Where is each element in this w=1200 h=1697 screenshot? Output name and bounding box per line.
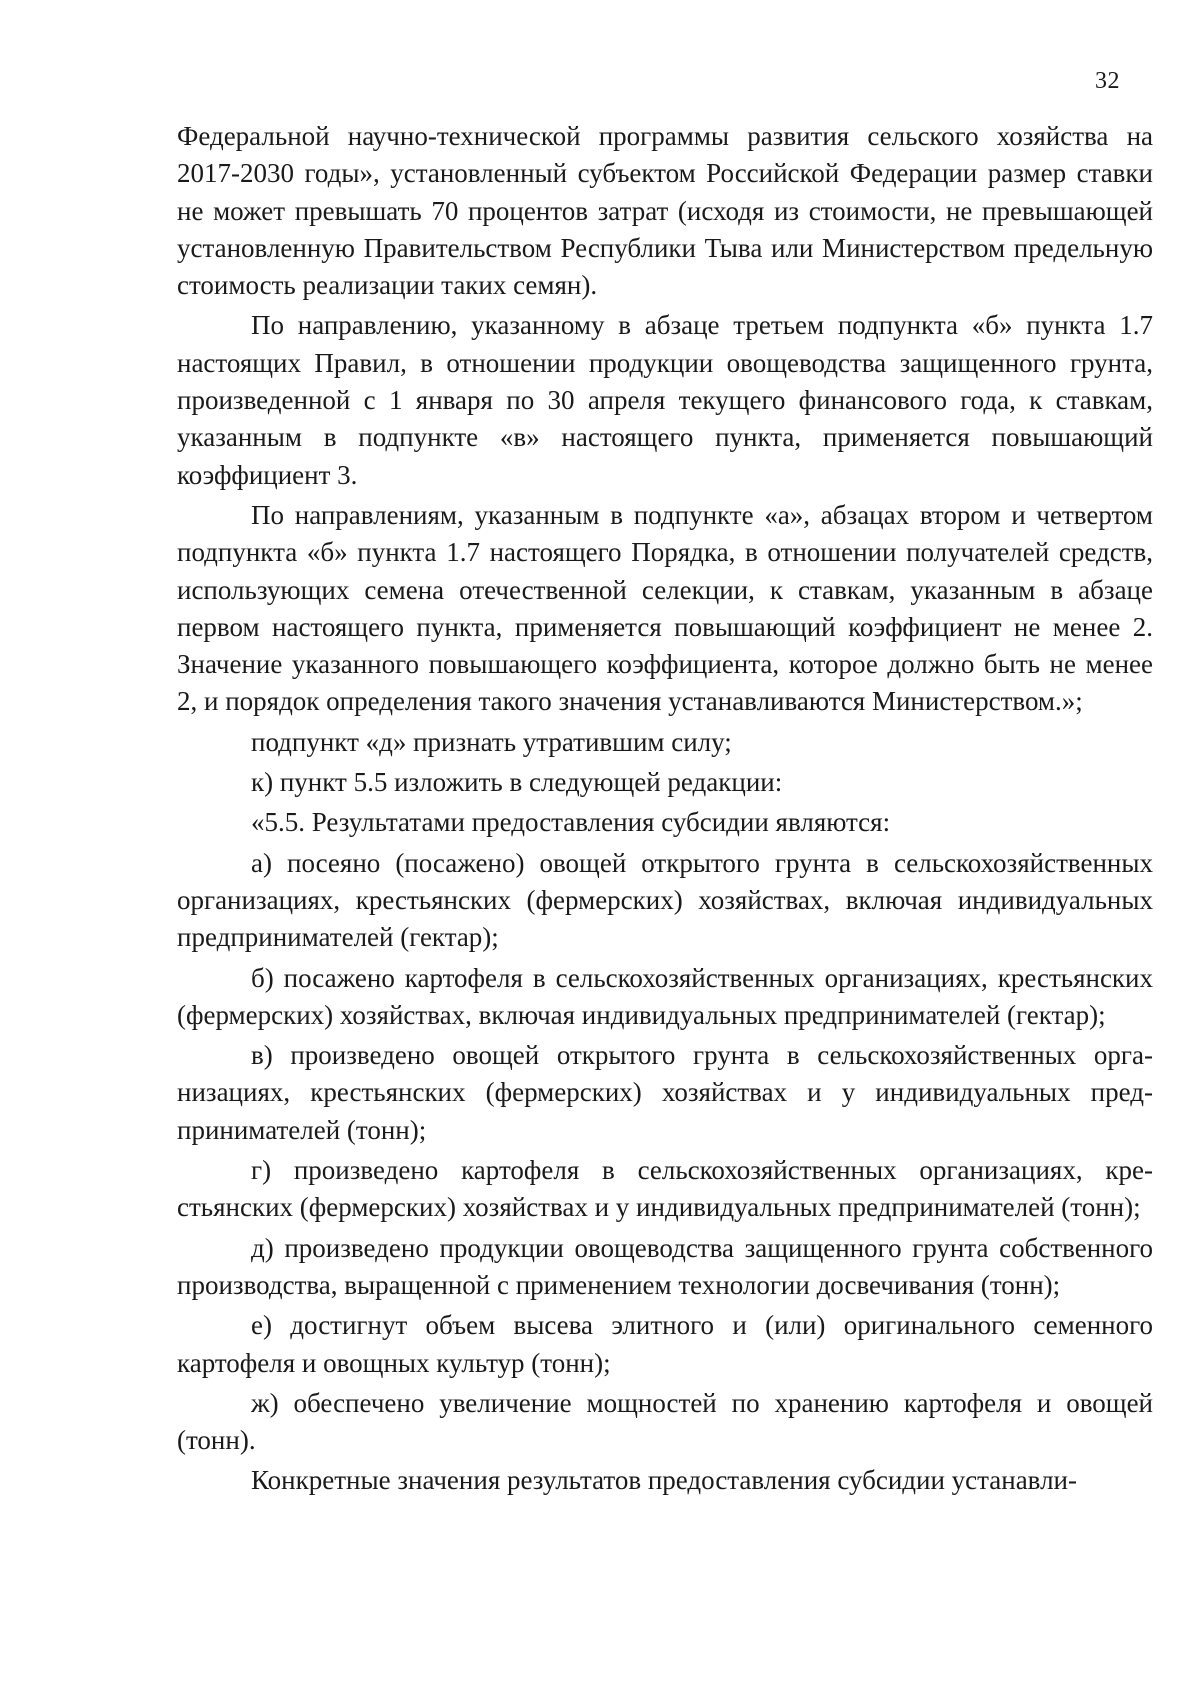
paragraph-coefficient-3: По направлению, указанному в абзаце третьем подпункта «б» пункта 1.7 настоящих Правил, в отношении продукции овощеводства защищенного грунта, произведенной с 1 января по 30 апреля текущего финансового года, к ставкам, указанным в подпункте «в» настоящего пункта, применяется повышающий коэффициент 3. [177,310,1153,490]
paragraph-specific-values: Конкретные значения результатов предоставления субсидии устанавли- [251,1465,1077,1496]
list-item-b: б) посажено картофеля в сельскохозяйственных организациях, крестьянских (фермерских) хозяйствах, включая индивидуальных предпринимателей (гектар); [177,962,1153,1030]
list-item-d: д) произведено продукции овощеводства защищенного грунта собственного производства, выращенной с применением технологии досвечивания (тонн); [177,1232,1153,1300]
list-item-zh: ж) обеспечено увеличение мощностей по хранению картофеля и овощей (тонн). [177,1387,1153,1456]
list-item-e: е) достигнут объем высева элитного и (или) оригинального семенного картофеля и овощных культур (тонн); [177,1310,1153,1378]
paragraph-subpoint-d-void: подпункт «д» признать утратившим силу; [251,726,732,757]
list-item-a: а) посеяно (посажено) овощей открытого грунта в сельскохозяйственных организациях, крестьянских (фермерских) хозяйствах, включая индивидуальных предпринимателей (гектар); [177,847,1153,953]
list-item-v: в) произведено овощей открытого грунта в сельскохозяйственных организациях, крестьянских (фермерских) хозяйствах и у индивидуальных предпринимателей (тонн); [177,1040,1153,1145]
page-number: 32 [1095,68,1120,94]
paragraph-continuation: Федеральной научно-технической программы развития сельского хозяйства на 2017-2030 годы», установленный субъектом Российской Федерации размер ставки не может превышать 70 процентов затрат (исходя из стоимости, не превышающей установленную Правительством Республики Тыва или Министерством предельную стоимость реализации таких семян). [177,121,1153,301]
paragraph-point-5-5-edit: к) пункт 5.5 изложить в следующей редакции: [251,767,783,798]
paragraph-results-heading: «5.5. Результатами предоставления субсидии являются: [251,807,891,838]
paragraph-coefficient-2: По направлениям, указанным в подпункте «а», абзацах втором и четвертом подпункта «б» пункта 1.7 настоящего Порядка, в отношении получателей средств, использующих семена отечественной селекции, к ставкам, указанным в абзаце первом настоящего пункта, применяется повышающий коэффициент не менее 2. Значение указанного повышающего коэффициента, которое должно быть не менее 2, и порядок определения такого значения устанавливаются Министерством.»; [177,499,1153,717]
list-item-g: г) произведено картофеля в сельскохозяйственных организациях, крестьянских (фермерских) хозяйствах и у индивидуальных предпринимателей (тонн); [177,1155,1153,1223]
document-body [177,118,1153,1500]
